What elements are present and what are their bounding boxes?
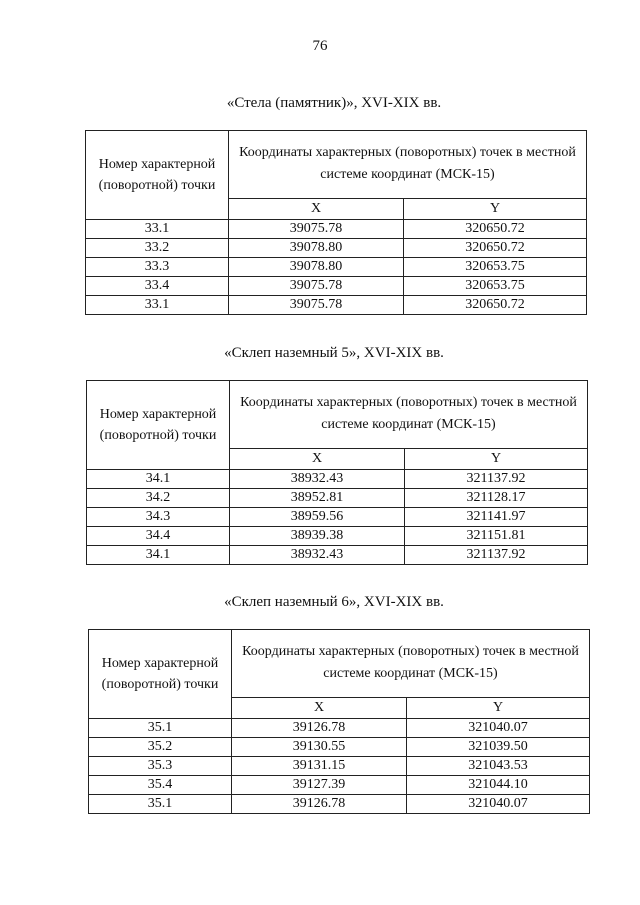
table-caption: «Склеп наземный 6», XVI-XIX вв. xyxy=(224,594,444,610)
header-x: X xyxy=(230,448,405,469)
x-cell: 39130.55 xyxy=(232,738,407,757)
y-cell: 321128.17 xyxy=(405,489,588,508)
y-cell: 321040.07 xyxy=(407,795,590,814)
coordinates-table xyxy=(86,380,588,565)
point-cell: 35.1 xyxy=(89,795,232,814)
point-cell: 34.1 xyxy=(87,470,230,489)
table-row xyxy=(89,795,590,814)
y-cell: 321141.97 xyxy=(405,508,588,527)
x-cell: 39075.78 xyxy=(229,277,404,296)
table-row xyxy=(86,258,587,277)
x-cell: 38932.43 xyxy=(230,546,405,565)
x-cell: 39078.80 xyxy=(229,239,404,258)
table-row xyxy=(86,296,587,315)
x-cell: 38939.38 xyxy=(230,527,405,546)
table-row xyxy=(89,776,590,795)
y-cell: 320650.72 xyxy=(404,220,587,239)
header-y: Y xyxy=(407,697,590,718)
y-cell: 321039.50 xyxy=(407,738,590,757)
y-cell: 321044.10 xyxy=(407,776,590,795)
table-row xyxy=(86,239,587,258)
y-cell: 321043.53 xyxy=(407,757,590,776)
point-cell: 33.3 xyxy=(86,258,229,277)
y-cell: 320653.75 xyxy=(404,258,587,277)
y-cell: 320650.72 xyxy=(404,296,587,315)
section-sklep-6 xyxy=(0,594,640,814)
section-stela xyxy=(0,95,640,315)
table-row xyxy=(87,470,588,489)
table-row xyxy=(86,220,587,239)
table-row xyxy=(87,489,588,508)
point-cell: 33.2 xyxy=(86,239,229,258)
x-cell: 39075.78 xyxy=(229,220,404,239)
y-cell: 320653.75 xyxy=(404,277,587,296)
header-x: X xyxy=(232,697,407,718)
point-cell: 33.4 xyxy=(86,277,229,296)
x-cell: 39078.80 xyxy=(229,258,404,277)
point-cell: 34.2 xyxy=(87,489,230,508)
x-cell: 38952.81 xyxy=(230,489,405,508)
table-row xyxy=(89,719,590,738)
point-cell: 33.1 xyxy=(86,220,229,239)
section-sklep-5 xyxy=(0,345,640,565)
coordinates-table xyxy=(88,629,590,814)
y-cell: 320650.72 xyxy=(404,239,587,258)
point-cell: 35.1 xyxy=(89,719,232,738)
header-y: Y xyxy=(405,448,588,469)
y-cell: 321137.92 xyxy=(405,546,588,565)
header-x: X xyxy=(229,198,404,219)
header-coordinates: Координаты характерных (поворотных) точек в местной системе координат (МСК-15) xyxy=(230,381,588,449)
table-row xyxy=(87,527,588,546)
point-cell: 35.4 xyxy=(89,776,232,795)
point-cell: 33.1 xyxy=(86,296,229,315)
page-number: 76 xyxy=(312,38,328,54)
point-cell: 34.3 xyxy=(87,508,230,527)
point-cell: 35.2 xyxy=(89,738,232,757)
table-row xyxy=(87,546,588,565)
x-cell: 39126.78 xyxy=(232,795,407,814)
x-cell: 38959.56 xyxy=(230,508,405,527)
point-cell: 34.4 xyxy=(87,527,230,546)
table-row xyxy=(87,508,588,527)
x-cell: 39131.15 xyxy=(232,757,407,776)
table-caption: «Склеп наземный 5», XVI-XIX вв. xyxy=(224,345,444,361)
y-cell: 321151.81 xyxy=(405,527,588,546)
header-point-number: Номер характерной (поворотной) точки xyxy=(87,381,230,470)
header-y: Y xyxy=(404,198,587,219)
x-cell: 39075.78 xyxy=(229,296,404,315)
header-point-number: Номер характерной (поворотной) точки xyxy=(89,630,232,719)
y-cell: 321137.92 xyxy=(405,470,588,489)
point-cell: 34.1 xyxy=(87,546,230,565)
table-row xyxy=(89,738,590,757)
x-cell: 39126.78 xyxy=(232,719,407,738)
x-cell: 39127.39 xyxy=(232,776,407,795)
header-coordinates: Координаты характерных (поворотных) точек в местной системе координат (МСК-15) xyxy=(232,630,590,698)
coordinates-table xyxy=(85,130,587,315)
table-row xyxy=(86,277,587,296)
header-point-number: Номер характерной (поворотной) точки xyxy=(86,131,229,220)
point-cell: 35.3 xyxy=(89,757,232,776)
table-caption: «Стела (памятник)», XVI-XIX вв. xyxy=(226,95,442,111)
table-row xyxy=(89,757,590,776)
x-cell: 38932.43 xyxy=(230,470,405,489)
header-coordinates: Координаты характерных (поворотных) точек в местной системе координат (МСК-15) xyxy=(229,131,587,199)
y-cell: 321040.07 xyxy=(407,719,590,738)
